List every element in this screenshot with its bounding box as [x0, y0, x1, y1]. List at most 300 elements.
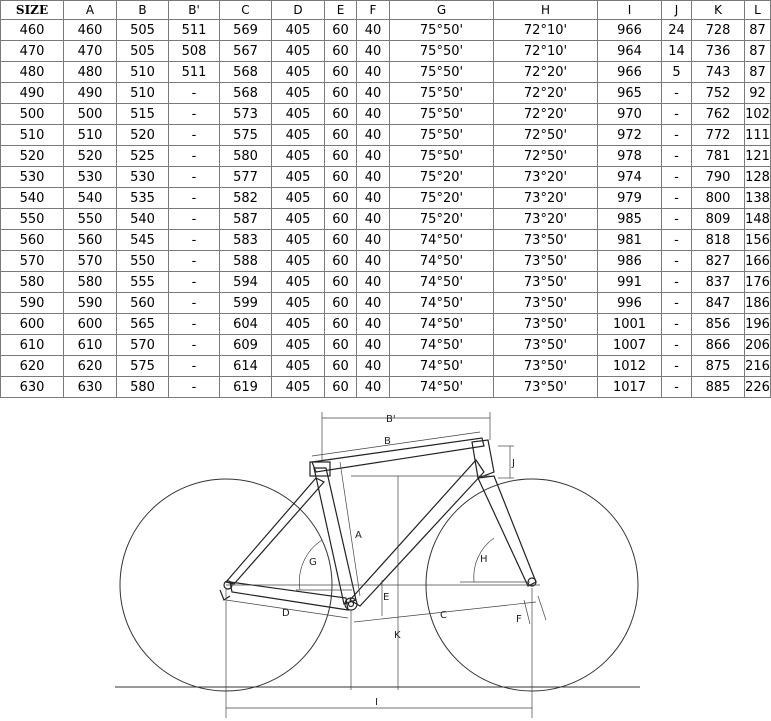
cell-l: 102 — [745, 104, 771, 125]
cell-l: 121 — [745, 146, 771, 167]
cell-i: 986 — [598, 251, 662, 272]
cell-b: 550 — [117, 251, 169, 272]
cell-size: 460 — [1, 20, 64, 41]
cell-j: - — [662, 83, 692, 104]
cell-h: 73°20' — [494, 209, 598, 230]
cell-c: 587 — [220, 209, 272, 230]
cell-e: 60 — [325, 104, 357, 125]
cell-e: 60 — [325, 335, 357, 356]
cell-c: 594 — [220, 272, 272, 293]
cell-b: 510 — [117, 62, 169, 83]
cell-f: 40 — [357, 167, 390, 188]
cell-a: 460 — [64, 20, 117, 41]
cell-f: 40 — [357, 20, 390, 41]
cell-c: 577 — [220, 167, 272, 188]
cell-k: 809 — [692, 209, 745, 230]
cell-a: 620 — [64, 356, 117, 377]
cell-e: 60 — [325, 251, 357, 272]
cell-a: 520 — [64, 146, 117, 167]
cell-f: 40 — [357, 251, 390, 272]
cell-j: 24 — [662, 20, 692, 41]
cell-j: - — [662, 209, 692, 230]
cell-size: 610 — [1, 335, 64, 356]
cell-i: 996 — [598, 293, 662, 314]
cell-h: 73°50' — [494, 335, 598, 356]
cell-l: 186 — [745, 293, 771, 314]
cell-size: 490 — [1, 83, 64, 104]
cell-l: 196 — [745, 314, 771, 335]
cell-g: 75°20' — [390, 188, 494, 209]
table-row — [1, 167, 771, 188]
column-header-l: L — [745, 1, 771, 20]
column-header-k: K — [692, 1, 745, 20]
cell-a: 490 — [64, 83, 117, 104]
cell-d: 405 — [272, 314, 325, 335]
cell-b: 520 — [117, 125, 169, 146]
cell-h: 73°50' — [494, 293, 598, 314]
cell-e: 60 — [325, 125, 357, 146]
cell-b-prime: - — [169, 146, 220, 167]
cell-j: - — [662, 251, 692, 272]
table-row — [1, 20, 771, 41]
column-header-size: SIZE — [1, 1, 64, 20]
label-j: J — [512, 458, 515, 469]
table-row — [1, 104, 771, 125]
cell-b-prime: - — [169, 272, 220, 293]
cell-l: 166 — [745, 251, 771, 272]
cell-k: 856 — [692, 314, 745, 335]
cell-c: 583 — [220, 230, 272, 251]
cell-h: 72°20' — [494, 62, 598, 83]
cell-f: 40 — [357, 293, 390, 314]
cell-d: 405 — [272, 125, 325, 146]
cell-d: 405 — [272, 209, 325, 230]
cell-g: 74°50' — [390, 314, 494, 335]
cell-a: 610 — [64, 335, 117, 356]
cell-h: 73°50' — [494, 314, 598, 335]
cell-i: 974 — [598, 167, 662, 188]
label-h: H — [480, 554, 488, 565]
cell-c: 614 — [220, 356, 272, 377]
cell-f: 40 — [357, 125, 390, 146]
cell-d: 405 — [272, 146, 325, 167]
cell-e: 60 — [325, 209, 357, 230]
cell-b-prime: - — [169, 83, 220, 104]
cell-j: - — [662, 272, 692, 293]
cell-l: 176 — [745, 272, 771, 293]
cell-j: 14 — [662, 41, 692, 62]
cell-k: 781 — [692, 146, 745, 167]
column-header-b-prime: B' — [169, 1, 220, 20]
cell-j: - — [662, 314, 692, 335]
cell-c: 588 — [220, 251, 272, 272]
cell-a: 570 — [64, 251, 117, 272]
cell-j: - — [662, 230, 692, 251]
cell-b-prime: - — [169, 335, 220, 356]
cell-d: 405 — [272, 62, 325, 83]
cell-e: 60 — [325, 377, 357, 398]
cell-b-prime: - — [169, 293, 220, 314]
cell-k: 728 — [692, 20, 745, 41]
cell-j: - — [662, 104, 692, 125]
cell-k: 818 — [692, 230, 745, 251]
cell-e: 60 — [325, 83, 357, 104]
cell-k: 762 — [692, 104, 745, 125]
cell-a: 500 — [64, 104, 117, 125]
bike-geometry-diagram — [0, 400, 771, 721]
cell-e: 60 — [325, 41, 357, 62]
cell-d: 405 — [272, 188, 325, 209]
cell-l: 87 — [745, 20, 771, 41]
cell-l: 87 — [745, 41, 771, 62]
cell-e: 60 — [325, 314, 357, 335]
cell-size: 540 — [1, 188, 64, 209]
cell-d: 405 — [272, 20, 325, 41]
cell-b: 545 — [117, 230, 169, 251]
cell-g: 74°50' — [390, 356, 494, 377]
cell-i: 1012 — [598, 356, 662, 377]
cell-e: 60 — [325, 167, 357, 188]
cell-g: 75°50' — [390, 146, 494, 167]
table-row — [1, 188, 771, 209]
cell-l: 92 — [745, 83, 771, 104]
cell-i: 966 — [598, 20, 662, 41]
cell-b-prime: 511 — [169, 20, 220, 41]
cell-d: 405 — [272, 272, 325, 293]
cell-b: 505 — [117, 20, 169, 41]
cell-g: 75°50' — [390, 62, 494, 83]
column-header-h: H — [494, 1, 598, 20]
cell-b: 510 — [117, 83, 169, 104]
column-header-a: A — [64, 1, 117, 20]
cell-h: 73°20' — [494, 188, 598, 209]
cell-d: 405 — [272, 335, 325, 356]
cell-g: 75°20' — [390, 209, 494, 230]
cell-f: 40 — [357, 377, 390, 398]
cell-e: 60 — [325, 356, 357, 377]
table-row — [1, 356, 771, 377]
cell-h: 72°50' — [494, 125, 598, 146]
cell-b: 560 — [117, 293, 169, 314]
label-e: E — [383, 592, 390, 603]
cell-d: 405 — [272, 167, 325, 188]
cell-g: 75°50' — [390, 83, 494, 104]
cell-f: 40 — [357, 272, 390, 293]
cell-size: 480 — [1, 62, 64, 83]
cell-h: 72°10' — [494, 20, 598, 41]
column-header-e: E — [325, 1, 357, 20]
cell-size: 630 — [1, 377, 64, 398]
cell-k: 875 — [692, 356, 745, 377]
column-header-c: C — [220, 1, 272, 20]
cell-i: 970 — [598, 104, 662, 125]
cell-d: 405 — [272, 83, 325, 104]
table-body — [1, 20, 771, 398]
cell-j: - — [662, 188, 692, 209]
cell-l: 148 — [745, 209, 771, 230]
cell-b-prime: - — [169, 167, 220, 188]
cell-f: 40 — [357, 146, 390, 167]
cell-g: 74°50' — [390, 293, 494, 314]
table-row — [1, 125, 771, 146]
cell-i: 966 — [598, 62, 662, 83]
cell-size: 530 — [1, 167, 64, 188]
column-header-d: D — [272, 1, 325, 20]
cell-b-prime: - — [169, 104, 220, 125]
cell-b-prime: - — [169, 188, 220, 209]
cell-a: 530 — [64, 167, 117, 188]
cell-j: - — [662, 146, 692, 167]
cell-b-prime: 508 — [169, 41, 220, 62]
cell-i: 979 — [598, 188, 662, 209]
cell-c: 575 — [220, 125, 272, 146]
cell-g: 75°20' — [390, 167, 494, 188]
cell-e: 60 — [325, 188, 357, 209]
table-row — [1, 209, 771, 230]
cell-b-prime: - — [169, 377, 220, 398]
cell-size: 570 — [1, 251, 64, 272]
cell-g: 74°50' — [390, 251, 494, 272]
cell-b: 530 — [117, 167, 169, 188]
cell-b: 565 — [117, 314, 169, 335]
table-row — [1, 377, 771, 398]
cell-c: 573 — [220, 104, 272, 125]
cell-d: 405 — [272, 251, 325, 272]
cell-l: 128 — [745, 167, 771, 188]
cell-c: 567 — [220, 41, 272, 62]
cell-c: 568 — [220, 83, 272, 104]
label-f: F — [516, 614, 522, 625]
cell-g: 75°50' — [390, 125, 494, 146]
cell-b-prime: - — [169, 356, 220, 377]
cell-b-prime: - — [169, 209, 220, 230]
cell-b: 515 — [117, 104, 169, 125]
cell-c: 599 — [220, 293, 272, 314]
table-row — [1, 83, 771, 104]
cell-b: 525 — [117, 146, 169, 167]
cell-b-prime: - — [169, 230, 220, 251]
cell-f: 40 — [357, 62, 390, 83]
cell-g: 75°50' — [390, 104, 494, 125]
label-k: K — [394, 630, 401, 641]
cell-j: - — [662, 356, 692, 377]
cell-k: 837 — [692, 272, 745, 293]
table-row — [1, 62, 771, 83]
cell-l: 111 — [745, 125, 771, 146]
cell-e: 60 — [325, 146, 357, 167]
cell-g: 75°50' — [390, 41, 494, 62]
cell-g: 74°50' — [390, 230, 494, 251]
cell-h: 73°50' — [494, 272, 598, 293]
cell-a: 540 — [64, 188, 117, 209]
label-a: A — [355, 530, 362, 541]
cell-a: 630 — [64, 377, 117, 398]
dimension-lines — [226, 412, 546, 718]
cell-g: 74°50' — [390, 272, 494, 293]
cell-size: 520 — [1, 146, 64, 167]
cell-a: 590 — [64, 293, 117, 314]
cell-l: 226 — [745, 377, 771, 398]
cell-f: 40 — [357, 230, 390, 251]
cell-size: 590 — [1, 293, 64, 314]
cell-e: 60 — [325, 62, 357, 83]
cell-size: 550 — [1, 209, 64, 230]
column-header-b: B — [117, 1, 169, 20]
cell-b: 575 — [117, 356, 169, 377]
cell-f: 40 — [357, 41, 390, 62]
cell-f: 40 — [357, 83, 390, 104]
cell-c: 619 — [220, 377, 272, 398]
cell-size: 620 — [1, 356, 64, 377]
cell-h: 72°20' — [494, 104, 598, 125]
cell-size: 510 — [1, 125, 64, 146]
cell-k: 866 — [692, 335, 745, 356]
table-row — [1, 335, 771, 356]
cell-b: 535 — [117, 188, 169, 209]
cell-b: 540 — [117, 209, 169, 230]
column-header-j: J — [662, 1, 692, 20]
cell-k: 885 — [692, 377, 745, 398]
cell-j: - — [662, 167, 692, 188]
cell-i: 964 — [598, 41, 662, 62]
cell-j: - — [662, 125, 692, 146]
table-row — [1, 41, 771, 62]
cell-size: 500 — [1, 104, 64, 125]
cell-f: 40 — [357, 335, 390, 356]
cell-i: 1007 — [598, 335, 662, 356]
cell-a: 550 — [64, 209, 117, 230]
label-i: I — [375, 697, 378, 708]
cell-f: 40 — [357, 356, 390, 377]
label-d: D — [282, 608, 290, 619]
cell-i: 965 — [598, 83, 662, 104]
cell-c: 609 — [220, 335, 272, 356]
cell-g: 75°50' — [390, 20, 494, 41]
cell-d: 405 — [272, 104, 325, 125]
cell-c: 604 — [220, 314, 272, 335]
cell-l: 87 — [745, 62, 771, 83]
cell-c: 569 — [220, 20, 272, 41]
cell-g: 74°50' — [390, 377, 494, 398]
cell-b-prime: - — [169, 251, 220, 272]
cell-a: 560 — [64, 230, 117, 251]
cell-h: 73°50' — [494, 356, 598, 377]
label-c: C — [440, 610, 447, 621]
cell-l: 138 — [745, 188, 771, 209]
cell-i: 1017 — [598, 377, 662, 398]
cell-i: 978 — [598, 146, 662, 167]
cell-a: 470 — [64, 41, 117, 62]
table-row — [1, 230, 771, 251]
column-header-i: I — [598, 1, 662, 20]
table-row — [1, 314, 771, 335]
cell-k: 736 — [692, 41, 745, 62]
cell-k: 772 — [692, 125, 745, 146]
cell-k: 790 — [692, 167, 745, 188]
cell-i: 981 — [598, 230, 662, 251]
cell-d: 405 — [272, 377, 325, 398]
table-row — [1, 146, 771, 167]
cell-i: 985 — [598, 209, 662, 230]
table-row — [1, 293, 771, 314]
cell-k: 847 — [692, 293, 745, 314]
cell-h: 73°50' — [494, 377, 598, 398]
cell-a: 600 — [64, 314, 117, 335]
cell-size: 470 — [1, 41, 64, 62]
cell-i: 991 — [598, 272, 662, 293]
cell-j: 5 — [662, 62, 692, 83]
label-b-prime: B' — [386, 414, 396, 425]
cell-b: 580 — [117, 377, 169, 398]
cell-size: 560 — [1, 230, 64, 251]
cell-c: 568 — [220, 62, 272, 83]
bike-frame — [220, 438, 536, 610]
cell-b: 570 — [117, 335, 169, 356]
table-row — [1, 251, 771, 272]
cell-l: 156 — [745, 230, 771, 251]
label-b: B — [384, 436, 391, 447]
cell-j: - — [662, 377, 692, 398]
cell-b-prime: - — [169, 314, 220, 335]
cell-b-prime: - — [169, 125, 220, 146]
cell-e: 60 — [325, 230, 357, 251]
column-header-g: G — [390, 1, 494, 20]
cell-l: 206 — [745, 335, 771, 356]
cell-c: 580 — [220, 146, 272, 167]
cell-i: 972 — [598, 125, 662, 146]
cell-j: - — [662, 293, 692, 314]
label-g: G — [309, 557, 317, 568]
cell-f: 40 — [357, 188, 390, 209]
cell-a: 510 — [64, 125, 117, 146]
cell-i: 1001 — [598, 314, 662, 335]
cell-b-prime: 511 — [169, 62, 220, 83]
cell-size: 580 — [1, 272, 64, 293]
cell-l: 216 — [745, 356, 771, 377]
cell-d: 405 — [272, 293, 325, 314]
cell-size: 600 — [1, 314, 64, 335]
cell-b: 555 — [117, 272, 169, 293]
cell-k: 752 — [692, 83, 745, 104]
cell-g: 74°50' — [390, 335, 494, 356]
cell-e: 60 — [325, 272, 357, 293]
cell-d: 405 — [272, 356, 325, 377]
cell-k: 827 — [692, 251, 745, 272]
cell-d: 405 — [272, 41, 325, 62]
cell-h: 73°50' — [494, 251, 598, 272]
cell-h: 73°50' — [494, 230, 598, 251]
cell-a: 480 — [64, 62, 117, 83]
table-row — [1, 272, 771, 293]
cell-k: 800 — [692, 188, 745, 209]
column-header-f: F — [357, 1, 390, 20]
cell-j: - — [662, 335, 692, 356]
cell-a: 580 — [64, 272, 117, 293]
cell-h: 72°50' — [494, 146, 598, 167]
cell-f: 40 — [357, 104, 390, 125]
cell-h: 72°20' — [494, 83, 598, 104]
table-header-row — [1, 1, 771, 20]
cell-f: 40 — [357, 314, 390, 335]
cell-f: 40 — [357, 209, 390, 230]
cell-e: 60 — [325, 20, 357, 41]
cell-h: 73°20' — [494, 167, 598, 188]
cell-d: 405 — [272, 230, 325, 251]
cell-h: 72°10' — [494, 41, 598, 62]
cell-k: 743 — [692, 62, 745, 83]
cell-c: 582 — [220, 188, 272, 209]
cell-b: 505 — [117, 41, 169, 62]
